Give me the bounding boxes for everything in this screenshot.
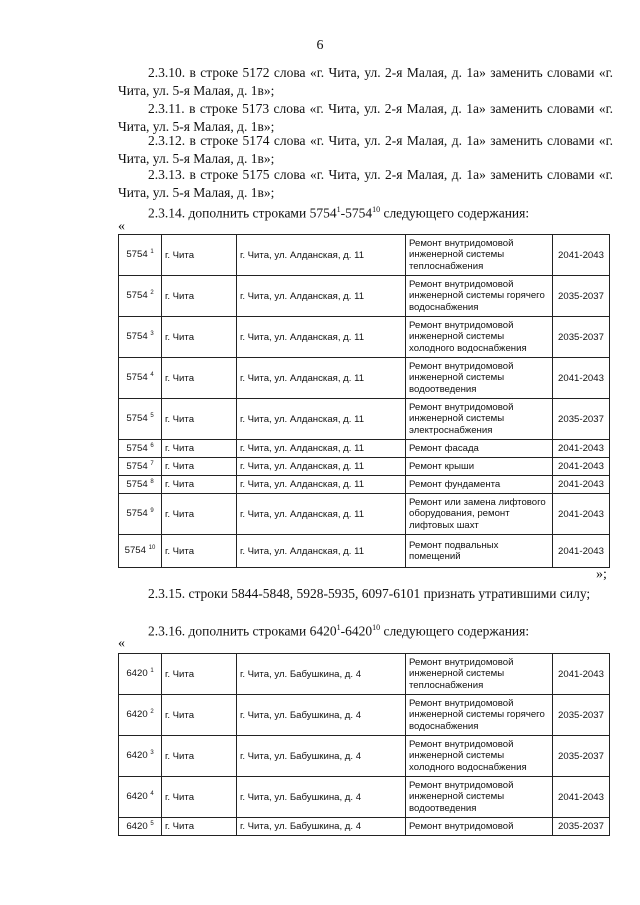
table-row [119, 476, 610, 494]
table-row [119, 695, 610, 736]
period-cell: 2035-2037 [553, 818, 610, 836]
row-number-base: 6420 [126, 750, 148, 762]
table-row [119, 777, 610, 818]
table-row [119, 818, 610, 836]
row-number-base: 5754 [124, 545, 146, 557]
row-number-sup: 9 [150, 508, 154, 515]
para-2314-suffix: следующего содержания: [380, 205, 530, 221]
para-2316-prefix: 2.3.16. дополнить строками 6420 [148, 623, 337, 639]
work-type-cell: Ремонт внутридомовой инженерной системы теплоснабжения [406, 235, 553, 276]
table-row [119, 358, 610, 399]
paragraph-2-3-13: 2.3.13. в строке 5175 слова «г. Чита, ул. 2-я Малая, д. 1а» заменить словами «г. Чита, ул. 5-я Малая, д. 1в»; [118, 167, 613, 200]
address-cell: г. Чита, ул. Алданская, д. 11 [237, 276, 406, 317]
table-6420 [118, 653, 610, 836]
work-type-cell: Ремонт внутридомовой инженерной системы холодного водоснабжения [406, 317, 553, 358]
work-type-cell: Ремонт внутридомовой инженерной системы водоотведения [406, 358, 553, 399]
row-number-base: 5754 [126, 290, 148, 302]
city-cell: г. Чита [162, 440, 237, 458]
row-number-base: 6420 [126, 709, 148, 721]
address-cell: г. Чита, ул. Бабушкина, д. 4 [237, 654, 406, 695]
row-number-sup: 1 [150, 668, 154, 675]
period-cell: 2041-2043 [553, 476, 610, 494]
open-quote-2: « [118, 636, 125, 651]
city-cell: г. Чита [162, 276, 237, 317]
address-cell: г. Чита, ул. Алданская, д. 11 [237, 494, 406, 535]
paragraph-2-3-16 [118, 619, 613, 641]
city-cell: г. Чита [162, 535, 237, 568]
row-number [119, 476, 162, 494]
table-row [119, 317, 610, 358]
row-number-base: 5754 [126, 479, 148, 491]
row-number-base: 5754 [126, 443, 148, 455]
close-quote-1: »; [596, 567, 607, 582]
row-number-base: 6420 [126, 821, 148, 833]
row-number [119, 276, 162, 317]
period-cell: 2041-2043 [553, 235, 610, 276]
table-row [119, 494, 610, 535]
table-5754 [118, 234, 610, 568]
row-number-base: 5754 [126, 249, 148, 261]
work-type-cell: Ремонт внутридомовой инженерной системы водоотведения [406, 777, 553, 818]
row-number-base: 6420 [126, 668, 148, 680]
row-number [119, 494, 162, 535]
row-number [119, 235, 162, 276]
table-row [119, 535, 610, 568]
address-cell: г. Чита, ул. Алданская, д. 11 [237, 235, 406, 276]
row-number-sup: 5 [150, 820, 154, 827]
row-number-base: 5754 [126, 331, 148, 343]
row-number-base: 5754 [126, 508, 148, 520]
city-cell: г. Чита [162, 458, 237, 476]
period-cell: 2041-2043 [553, 440, 610, 458]
city-cell: г. Чита [162, 736, 237, 777]
paragraph-2-3-12: 2.3.12. в строке 5174 слова «г. Чита, ул. 2-я Малая, д. 1а» заменить словами «г. Чита, ул. 5-я Малая, д. 1в»; [118, 133, 613, 166]
row-number-base: 5754 [126, 461, 148, 473]
work-type-cell: Ремонт внутридомовой инженерной системы горячего водоснабжения [406, 695, 553, 736]
table-row [119, 399, 610, 440]
table-row [119, 440, 610, 458]
work-type-cell: Ремонт внутридомовой [406, 818, 553, 836]
work-type-cell: Ремонт или замена лифтового оборудования, ремонт лифтовых шахт [406, 494, 553, 535]
row-number [119, 535, 162, 568]
para-2314-prefix: 2.3.14. дополнить строками 5754 [148, 205, 337, 221]
paragraph-2-3-11: 2.3.11. в строке 5173 слова «г. Чита, ул. 2-я Малая, д. 1а» заменить словами «г. Чита, ул. 5-я Малая, д. 1в»; [118, 101, 613, 134]
row-number-sup: 6 [150, 442, 154, 449]
para-2314-mid: -5754 [340, 205, 373, 221]
row-number-sup: 7 [150, 460, 154, 467]
city-cell: г. Чита [162, 777, 237, 818]
row-number [119, 695, 162, 736]
period-cell: 2041-2043 [553, 494, 610, 535]
row-number [119, 818, 162, 836]
row-number-sup: 4 [150, 372, 154, 379]
city-cell: г. Чита [162, 494, 237, 535]
row-number [119, 458, 162, 476]
row-number-sup: 10 [148, 545, 156, 552]
work-type-cell: Ремонт фасада [406, 440, 553, 458]
row-number-sup: 8 [150, 478, 154, 485]
row-number [119, 777, 162, 818]
period-cell: 2035-2037 [553, 276, 610, 317]
row-number-base: 5754 [126, 413, 148, 425]
period-cell: 2035-2037 [553, 736, 610, 777]
row-number [119, 440, 162, 458]
page-number: 6 [316, 38, 324, 53]
city-cell: г. Чита [162, 654, 237, 695]
para-2316-sup2: 10 [372, 623, 381, 632]
work-type-cell: Ремонт подвальных помещений [406, 535, 553, 568]
address-cell: г. Чита, ул. Бабушкина, д. 4 [237, 818, 406, 836]
table-row [119, 235, 610, 276]
period-cell: 2041-2043 [553, 777, 610, 818]
address-cell: г. Чита, ул. Алданская, д. 11 [237, 399, 406, 440]
para-2314-sup2: 10 [372, 205, 381, 214]
city-cell: г. Чита [162, 476, 237, 494]
city-cell: г. Чита [162, 235, 237, 276]
work-type-cell: Ремонт крыши [406, 458, 553, 476]
city-cell: г. Чита [162, 358, 237, 399]
paragraph-2-3-10: 2.3.10. в строке 5172 слова «г. Чита, ул. 2-я Малая, д. 1а» заменить словами «г. Чита, ул. 5-я Малая, д. 1в»; [118, 65, 613, 98]
paragraph-2-3-15: 2.3.15. строки 5844-5848, 5928-5935, 6097-6101 признать утратившими силу; [148, 586, 591, 601]
paragraph-2-3-14 [118, 201, 613, 223]
work-type-cell: Ремонт фундамента [406, 476, 553, 494]
para-2316-suffix: следующего содержания: [380, 623, 530, 639]
address-cell: г. Чита, ул. Алданская, д. 11 [237, 358, 406, 399]
para-2316-mid: -6420 [340, 623, 373, 639]
city-cell: г. Чита [162, 818, 237, 836]
para-2316-sup1: 1 [336, 623, 341, 632]
work-type-cell: Ремонт внутридомовой инженерной системы электроснабжения [406, 399, 553, 440]
row-number-base: 5754 [126, 372, 148, 384]
row-number [119, 654, 162, 695]
period-cell: 2041-2043 [553, 458, 610, 476]
period-cell: 2035-2037 [553, 317, 610, 358]
table-row [119, 736, 610, 777]
address-cell: г. Чита, ул. Бабушкина, д. 4 [237, 736, 406, 777]
row-number-sup: 4 [150, 791, 154, 798]
address-cell: г. Чита, ул. Бабушкина, д. 4 [237, 777, 406, 818]
table-row [119, 458, 610, 476]
row-number [119, 317, 162, 358]
address-cell: г. Чита, ул. Алданская, д. 11 [237, 535, 406, 568]
city-cell: г. Чита [162, 695, 237, 736]
row-number-sup: 3 [150, 331, 154, 338]
period-cell: 2041-2043 [553, 654, 610, 695]
open-quote-1: « [118, 219, 125, 234]
address-cell: г. Чита, ул. Алданская, д. 11 [237, 458, 406, 476]
work-type-cell: Ремонт внутридомовой инженерной системы теплоснабжения [406, 654, 553, 695]
row-number-sup: 2 [150, 709, 154, 716]
row-number [119, 358, 162, 399]
row-number-sup: 5 [150, 413, 154, 420]
row-number [119, 736, 162, 777]
address-cell: г. Чита, ул. Алданская, д. 11 [237, 476, 406, 494]
period-cell: 2035-2037 [553, 399, 610, 440]
row-number [119, 399, 162, 440]
address-cell: г. Чита, ул. Алданская, д. 11 [237, 317, 406, 358]
city-cell: г. Чита [162, 399, 237, 440]
period-cell: 2041-2043 [553, 358, 610, 399]
para-2314-sup1: 1 [336, 205, 341, 214]
row-number-sup: 1 [150, 249, 154, 256]
table-row [119, 276, 610, 317]
period-cell: 2041-2043 [553, 535, 610, 568]
address-cell: г. Чита, ул. Алданская, д. 11 [237, 440, 406, 458]
row-number-base: 6420 [126, 791, 148, 803]
address-cell: г. Чита, ул. Бабушкина, д. 4 [237, 695, 406, 736]
row-number-sup: 3 [150, 750, 154, 757]
table-row [119, 654, 610, 695]
period-cell: 2035-2037 [553, 695, 610, 736]
work-type-cell: Ремонт внутридомовой инженерной системы горячего водоснабжения [406, 276, 553, 317]
row-number-sup: 2 [150, 290, 154, 297]
city-cell: г. Чита [162, 317, 237, 358]
work-type-cell: Ремонт внутридомовой инженерной системы холодного водоснабжения [406, 736, 553, 777]
